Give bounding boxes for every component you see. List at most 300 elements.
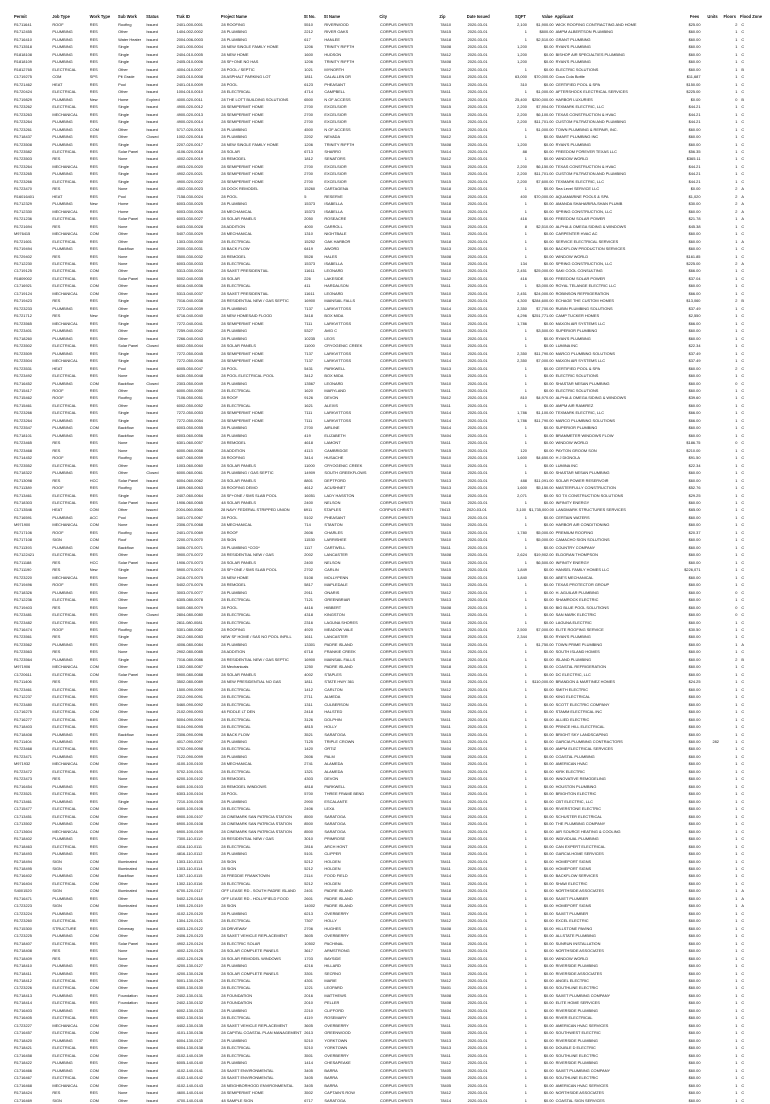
- cell-zip: 78412: [440, 701, 452, 707]
- table-row: [14, 275, 756, 282]
- cell-job-type: PLUMBING: [52, 544, 73, 550]
- cell-fees: $65.00: [688, 507, 701, 513]
- cell-work-type: RES: [89, 111, 98, 117]
- table-row: [14, 394, 756, 401]
- cell-sub-work: Single: [118, 567, 129, 573]
- cell-work-type: COM: [89, 537, 99, 543]
- cell-fees: $60.00: [688, 432, 701, 438]
- table-row: [14, 170, 756, 177]
- cell-floors: 1: [735, 836, 738, 842]
- cell-project-name: 28 NEW HOME: [221, 574, 249, 580]
- cell-flood-zone: C: [741, 231, 745, 237]
- cell-value: $284,600.00: [531, 298, 554, 304]
- cell-applicant: AQUAMARINE POOLS & SPA: [555, 193, 609, 199]
- cell-value: $24,000.00: [534, 290, 554, 296]
- cell-zip: 78415: [440, 223, 452, 229]
- cell-value: $0.00: [543, 589, 554, 595]
- cell-applicant: TEXAS CONSTRUCTION & HVAC: [555, 163, 617, 169]
- cell-units: [703, 178, 720, 185]
- cell-date-issued: 2020-03-01: [467, 134, 488, 140]
- cell-job-type: MECHANICAL: [52, 1022, 78, 1028]
- cell-applicant: WINDOW WORLD: [555, 440, 589, 446]
- cell-units: [703, 439, 720, 446]
- cell-work-type: COM: [89, 380, 99, 386]
- cell-status: Issued: [146, 739, 158, 744]
- cell-work-type: RES: [89, 978, 98, 983]
- cell-fees: $60.00: [688, 880, 701, 886]
- cell-date-issued: 2020-03-01: [467, 895, 488, 901]
- cell-applicant: Sea Level SERVICE LLC: [555, 186, 600, 192]
- cell-permit: R1716402: [14, 873, 32, 879]
- cell-status: Issued: [146, 36, 158, 42]
- cell-street-number: 1310: [304, 231, 313, 237]
- cell-fees: $60.00: [688, 656, 701, 662]
- cell-work-type: RES: [89, 417, 98, 423]
- cell-floors: 1: [735, 925, 738, 931]
- cell-city: CORPUS CHRISTI: [380, 709, 414, 715]
- cell-street-name: LEONARD: [324, 290, 344, 296]
- cell-fees: $225.00: [686, 89, 701, 95]
- cell-applicant: CERTIFIED POOL & SPA: [555, 81, 601, 87]
- cell-fees: $60.00: [688, 963, 701, 969]
- cell-floors: 1: [735, 776, 738, 782]
- cell-date-issued: 2020-03-01: [467, 246, 488, 252]
- cell-trak-id: 4102-140-0142: [176, 1075, 203, 1081]
- cell-zip: 78411: [440, 612, 451, 618]
- cell-date-issued: 2020-03-01: [467, 925, 488, 931]
- cell-status: Issued: [146, 1037, 158, 1043]
- cell-trak-id: 7266-040-0043: [176, 335, 203, 341]
- cell-work-type: RES: [89, 328, 98, 334]
- cell-city: CORPUS CHRISTI: [380, 365, 414, 371]
- cell-street-number: 2050: [304, 216, 313, 222]
- table-row: [14, 962, 756, 969]
- cell-project-name: 28 POOL: [221, 193, 238, 199]
- cell-floors: 1: [735, 709, 738, 715]
- cell-status: Issued: [146, 626, 158, 632]
- cell-date-issued: 2020-03-01: [467, 694, 488, 700]
- cell-job-type: PLUMBING: [52, 425, 73, 431]
- cell-project-name: 28 PLUMBING: [221, 380, 248, 386]
- table-row: [14, 327, 756, 334]
- cell-project-name: 28 CINEMARK SAN PATRICIA STATION: [221, 813, 292, 819]
- col-header-status: Status: [146, 14, 159, 19]
- cell-street-number: 7111: [304, 320, 313, 326]
- cell-sub-work: Roofing: [118, 626, 132, 632]
- cell-city: CORPUS CHRISTI: [380, 216, 414, 222]
- table-row: [14, 230, 756, 237]
- cell-permit: R1723471: [14, 753, 32, 759]
- cell-flood-zone: C: [741, 1082, 745, 1088]
- cell-status: Issued: [146, 992, 158, 998]
- cell-job-type: MECHANICAL: [52, 208, 78, 214]
- cell-units: [703, 887, 720, 894]
- col-header-zip: Zip: [439, 14, 446, 19]
- cell-zip: 78404: [440, 694, 452, 700]
- cell-street-name: LAGUNA SHORES: [324, 619, 358, 625]
- cell-status: Issued: [146, 634, 158, 640]
- cell-sqft: 1: [524, 559, 527, 565]
- cell-sub-work: Other: [118, 126, 128, 132]
- cell-job-type: RES: [52, 313, 61, 319]
- cell-street-name: STAPLES: [323, 507, 342, 513]
- cell-sub-work: Other: [118, 470, 128, 476]
- cell-sqft: 1: [524, 343, 527, 349]
- cell-sqft: 1: [524, 1052, 527, 1058]
- cell-trak-id: 6003-030-0033: [176, 261, 203, 266]
- cell-fees: $66.00: [688, 320, 701, 326]
- cell-zip: 78412: [440, 275, 452, 281]
- cell-value: $0.00: [543, 940, 554, 946]
- cell-sub-work: Other: [118, 851, 128, 857]
- col-header-units: Units: [707, 14, 718, 19]
- cell-permit: C1715477: [14, 806, 32, 812]
- cell-units: [703, 947, 720, 954]
- cell-city: CORPUS CHRISTI: [380, 1052, 414, 1058]
- cell-city: CORPUS CHRISTI: [380, 858, 414, 864]
- cell-date-issued: 2020-03-01: [467, 544, 488, 550]
- cell-sub-work: Single: [118, 350, 129, 356]
- cell-job-type: RES: [52, 567, 61, 573]
- cell-sqft: 1: [524, 589, 527, 595]
- cell-permit: R1718407: [14, 940, 32, 946]
- cell-street-name: N OF ACCESS: [324, 126, 351, 132]
- cell-flood-zone: C: [741, 918, 745, 924]
- cell-job-type: ELECTRICAL: [52, 500, 77, 505]
- cell-units: [703, 716, 720, 723]
- cell-project-name: 28 POOL: [221, 514, 238, 520]
- cell-project-name: 28 NEIGHBORHOOD ENVIRONMENTAL: [221, 1082, 294, 1088]
- cell-permit: R1712230: [14, 261, 32, 266]
- cell-flood-zone: C: [741, 619, 745, 625]
- cell-status: Issued: [146, 522, 158, 528]
- cell-units: [703, 619, 720, 626]
- cell-date-issued: 2020-03-01: [467, 268, 488, 274]
- cell-sub-work: Solar Panel: [118, 275, 139, 281]
- cell-value: $0.00: [543, 746, 554, 752]
- cell-street-name: HUGHES: [324, 925, 342, 931]
- cell-sqft: 1: [524, 776, 527, 782]
- cell-street-number: 617: [304, 36, 311, 42]
- cell-city: CORPUS CHRISTI: [380, 843, 414, 849]
- cell-fees: $60.00: [688, 895, 701, 901]
- cell-work-type: New: [89, 313, 98, 319]
- table-row: [14, 238, 756, 245]
- cell-sqft: 1,780: [517, 529, 527, 535]
- cell-status: Issued: [146, 350, 158, 356]
- cell-permit: R1718303: [14, 500, 32, 505]
- cell-fees: $60.00: [688, 1060, 701, 1066]
- cell-project-name: 28 BACK FLOW: [221, 731, 250, 737]
- cell-job-type: ROOF: [52, 626, 64, 632]
- cell-date-issued: 2020-03-01: [467, 328, 488, 334]
- cell-applicant: AMANDA SHAHARIRA-SHAN PLUMB: [555, 201, 623, 207]
- cell-status: Issued: [146, 193, 158, 199]
- cell-sub-work: Other: [118, 619, 128, 625]
- cell-zip: 78415: [440, 948, 452, 954]
- cell-floors: 1: [735, 410, 738, 416]
- cell-sqft: 1: [524, 1030, 527, 1036]
- cell-floors: 0: [735, 380, 738, 386]
- cell-trak-id: 6002-050-0052: [176, 402, 203, 408]
- cell-work-type: COM: [89, 1067, 99, 1073]
- cell-city: CORPUS CHRISTI: [380, 298, 414, 304]
- cell-zip: 78411: [440, 1022, 451, 1028]
- cell-zip: 78408: [440, 59, 452, 65]
- cell-job-type: PLUMBING: [52, 873, 73, 879]
- cell-zip: 78414: [440, 410, 452, 416]
- cell-status: Issued: [146, 328, 158, 334]
- cell-zip: 78411: [440, 89, 451, 95]
- cell-street-number: 2212: [304, 29, 313, 35]
- cell-permit: R1716454: [14, 783, 32, 789]
- cell-flood-zone: C: [741, 851, 745, 857]
- cell-permit: M971932: [14, 761, 31, 767]
- cell-work-type: RES: [89, 619, 98, 625]
- cell-flood-zone: A: [741, 238, 744, 244]
- table-row: [14, 335, 756, 342]
- cell-work-type: RES: [89, 895, 98, 901]
- cell-trak-id: 1303-110-0114: [176, 865, 203, 871]
- cell-street-name: LADY HASSTON: [324, 492, 355, 498]
- cell-floors: 1: [735, 873, 738, 879]
- cell-status: Issued: [146, 873, 158, 879]
- table-row: [14, 641, 756, 648]
- cell-date-issued: 2020-03-01: [467, 171, 488, 177]
- cell-value: $0.00: [543, 238, 554, 244]
- cell-job-type: STRUCTURE: [52, 925, 77, 931]
- cell-applicant: NORTHSIDE ASSOCIATES: [555, 948, 604, 954]
- cell-flood-zone: C: [741, 671, 745, 677]
- cell-street-number: 13567: [304, 380, 316, 386]
- cell-trak-id: 6003-030-0025: [176, 201, 203, 207]
- cell-street-name: LANCASTER: [324, 552, 348, 558]
- cell-applicant: CAN EXPERT ELECTRICAL: [555, 843, 606, 849]
- table-row: [14, 977, 756, 984]
- cell-city: CORPUS CHRISTI: [380, 753, 414, 759]
- cell-street-number: 5: [304, 193, 307, 199]
- cell-zip: 78411: [440, 283, 451, 289]
- cell-street-number: 2900: [304, 798, 313, 804]
- cell-trak-id: 6716-040-0040: [176, 313, 203, 319]
- cell-units: [703, 43, 720, 50]
- cell-sub-work: Other: [118, 753, 128, 759]
- cell-job-type: ELECTRICAL: [52, 985, 77, 991]
- cell-work-type: RES: [89, 992, 98, 998]
- table-row: [14, 141, 756, 148]
- cell-value: $0.00: [543, 880, 554, 886]
- cell-value: $0.00: [543, 462, 554, 468]
- cell-fees: $60.00: [688, 66, 701, 72]
- cell-zip: 78413: [440, 246, 452, 252]
- cell-project-name: 28 ELECTRICAL: [221, 89, 251, 95]
- cell-zip: 78413: [440, 963, 452, 969]
- cell-permit: C1723226: [14, 985, 32, 991]
- cell-street-number: 1206: [304, 141, 313, 147]
- cell-work-type: RES: [89, 589, 98, 595]
- cell-job-type: PLUMBING: [52, 328, 73, 334]
- cell-value: $11,091.00: [534, 477, 554, 483]
- cell-sqft: 1: [524, 126, 527, 132]
- cell-status: Issued: [146, 948, 158, 954]
- cell-sqft: 1,786: [517, 417, 527, 423]
- cell-sub-work: None: [118, 649, 128, 655]
- cell-units: [703, 342, 720, 349]
- cell-floors: 1: [735, 1052, 738, 1058]
- cell-work-type: RES: [89, 119, 98, 125]
- cell-sqft: 1: [524, 761, 527, 767]
- cell-trak-id: 2402-130-0131: [176, 992, 203, 998]
- cell-street-number: 15373: [304, 201, 316, 207]
- cell-units: [703, 641, 720, 648]
- cell-street-number: 2700: [304, 178, 313, 184]
- cell-street-name: LEONARD: [324, 268, 344, 274]
- cell-flood-zone: C: [741, 455, 745, 461]
- cell-floors: 1: [735, 918, 738, 924]
- cell-job-type: RES: [52, 955, 61, 961]
- cell-flood-zone: C: [741, 417, 745, 423]
- cell-fees: $60.00: [688, 686, 701, 692]
- table-row: [14, 738, 756, 745]
- table-row: [14, 925, 756, 932]
- cell-floors: 1: [735, 417, 738, 423]
- cell-flood-zone: C: [741, 156, 745, 162]
- table-row: [14, 402, 756, 409]
- cell-permit: M976415: [14, 231, 31, 237]
- cell-street-name: LANCASTER: [324, 634, 348, 640]
- cell-status: Issued: [146, 582, 158, 588]
- cell-job-type: ELECTRICAL: [52, 148, 77, 154]
- cell-value: $6,100.00: [536, 111, 554, 117]
- cell-street-name: SARATOGA: [324, 1097, 346, 1103]
- cell-work-type: RES: [89, 246, 98, 252]
- cell-sub-work: Solar Panel: [118, 477, 139, 483]
- cell-project-name: 28 ASPHALT PARKING LOT: [221, 74, 271, 80]
- cell-flood-zone: B: [741, 96, 744, 102]
- cell-value: $110,000.00: [532, 679, 554, 685]
- cell-zip: 78408: [440, 141, 452, 147]
- table-row: [14, 484, 756, 491]
- cell-job-type: ELECTRICAL: [52, 402, 77, 408]
- cell-fees: $60.00: [688, 813, 701, 819]
- cell-flood-zone: C: [741, 739, 745, 744]
- cell-trak-id: 1906-070-0073: [176, 559, 203, 565]
- cell-applicant: FREEDOM FOREVER TEXAS LLC: [555, 148, 617, 154]
- cell-zip: 78410: [440, 455, 452, 461]
- cell-zip: 78418: [440, 492, 452, 498]
- cell-fees: $60.00: [688, 582, 701, 588]
- cell-fees: $60.00: [688, 500, 701, 505]
- cell-job-type: PLUMBING: [52, 514, 73, 520]
- cell-street-name: LAMONT: [324, 440, 341, 446]
- cell-work-type: RES: [89, 104, 98, 110]
- cell-permit: R1718408: [14, 731, 32, 737]
- table-row: [14, 155, 756, 162]
- cell-status: Issued: [146, 970, 158, 976]
- cell-trak-id: 4017-090-0097: [176, 739, 203, 744]
- cell-street-name: TRINITY RIFFTH: [324, 141, 355, 147]
- cell-fees: $60.00: [688, 903, 701, 909]
- cell-fees: $60.00: [688, 544, 701, 550]
- cell-value: $0.00: [543, 186, 554, 192]
- cell-permit: C1723225: [14, 933, 32, 939]
- cell-applicant: COASTAL SIGN SERVICES: [555, 1097, 605, 1103]
- cell-flood-zone: C: [741, 544, 745, 550]
- cell-units: [703, 73, 720, 80]
- cell-units: [703, 469, 720, 476]
- cell-status: Issued: [146, 776, 158, 782]
- cell-trak-id: 5702-090-0098: [176, 746, 203, 752]
- cell-work-type: RES: [89, 948, 98, 954]
- cell-project-name: 28 SEMIPERMIT HOME: [221, 111, 264, 117]
- cell-sqft: 1: [524, 231, 527, 237]
- cell-zip: 78415: [440, 171, 452, 177]
- col-header-sqft: SQFT: [515, 14, 526, 19]
- cell-project-name: 28 PLUMBING: [221, 305, 248, 311]
- cell-sub-work: Other: [118, 686, 128, 692]
- cell-trak-id: 7300-110-0110: [176, 836, 203, 842]
- cell-trak-id: 1900-120-0119: [176, 903, 203, 909]
- cell-street-number: 16900: [304, 298, 316, 304]
- cell-value: $0.00: [543, 343, 554, 349]
- cell-date-issued: 2020-03-01: [467, 776, 488, 782]
- col-header-street-number: St No.: [303, 14, 316, 19]
- cell-zip: 78413: [440, 81, 452, 87]
- cell-project-name: 28 ELECTRIC SOLAR: [221, 940, 261, 946]
- cell-job-type: ELECTRICAL: [52, 597, 77, 603]
- cell-permit: C1723227: [14, 1022, 32, 1028]
- cell-sub-work: Other: [118, 612, 128, 618]
- cell-sqft: 1: [524, 970, 527, 976]
- cell-city: CORPUS CHRISTI: [380, 589, 414, 595]
- cell-permit: C1719275: [14, 74, 32, 80]
- cell-trak-id: 2403-010-0008: [176, 74, 203, 80]
- cell-job-type: ELECTRICAL: [52, 918, 77, 924]
- table-row: [14, 43, 756, 50]
- cell-sqft: 1: [524, 843, 527, 849]
- cell-project-name: 28 REMODEL: [221, 440, 246, 446]
- cell-permit: R1718402: [14, 836, 32, 842]
- cell-fees: $60.00: [688, 1082, 701, 1088]
- cell-sub-work: Other: [118, 552, 128, 558]
- cell-zip: 78408: [440, 44, 452, 50]
- cell-date-issued: 2020-03-01: [467, 918, 488, 924]
- cell-street-number: 2700: [304, 171, 313, 177]
- cell-city: CORPUS CHRISTI: [380, 74, 414, 80]
- cell-work-type: COM: [89, 709, 99, 715]
- cell-floors: 1: [735, 649, 738, 655]
- cell-applicant: AMPM ELECTRICAL SERVICES: [555, 746, 613, 752]
- cell-street-name: FOOD FIELD: [324, 873, 348, 879]
- cell-units: [703, 775, 720, 782]
- cell-date-issued: 2020-03-01: [467, 806, 488, 812]
- cell-status: Issued: [146, 709, 158, 715]
- cell-units: [703, 1044, 720, 1051]
- cell-status: Issued: [146, 365, 158, 371]
- cell-date-issued: 2020-03-01: [467, 955, 488, 961]
- cell-floors: 1: [735, 552, 738, 558]
- cell-value: $0.00: [543, 500, 554, 505]
- cell-street-number: 1600: [304, 51, 313, 57]
- cell-project-name: 28 ELECTRICAL: [221, 402, 251, 408]
- cell-trak-id: 7016-080-0086: [176, 656, 203, 662]
- cell-street-name: CARTAGENA: [324, 186, 349, 192]
- cell-applicant: RYAN'S PLUMBING: [555, 335, 591, 341]
- cell-city: CORPUS CHRISTI: [380, 417, 414, 423]
- cell-project-name: 28 PLUMBING: [221, 1037, 248, 1043]
- cell-units: [703, 596, 720, 603]
- cell-date-issued: 2020-03-01: [467, 589, 488, 595]
